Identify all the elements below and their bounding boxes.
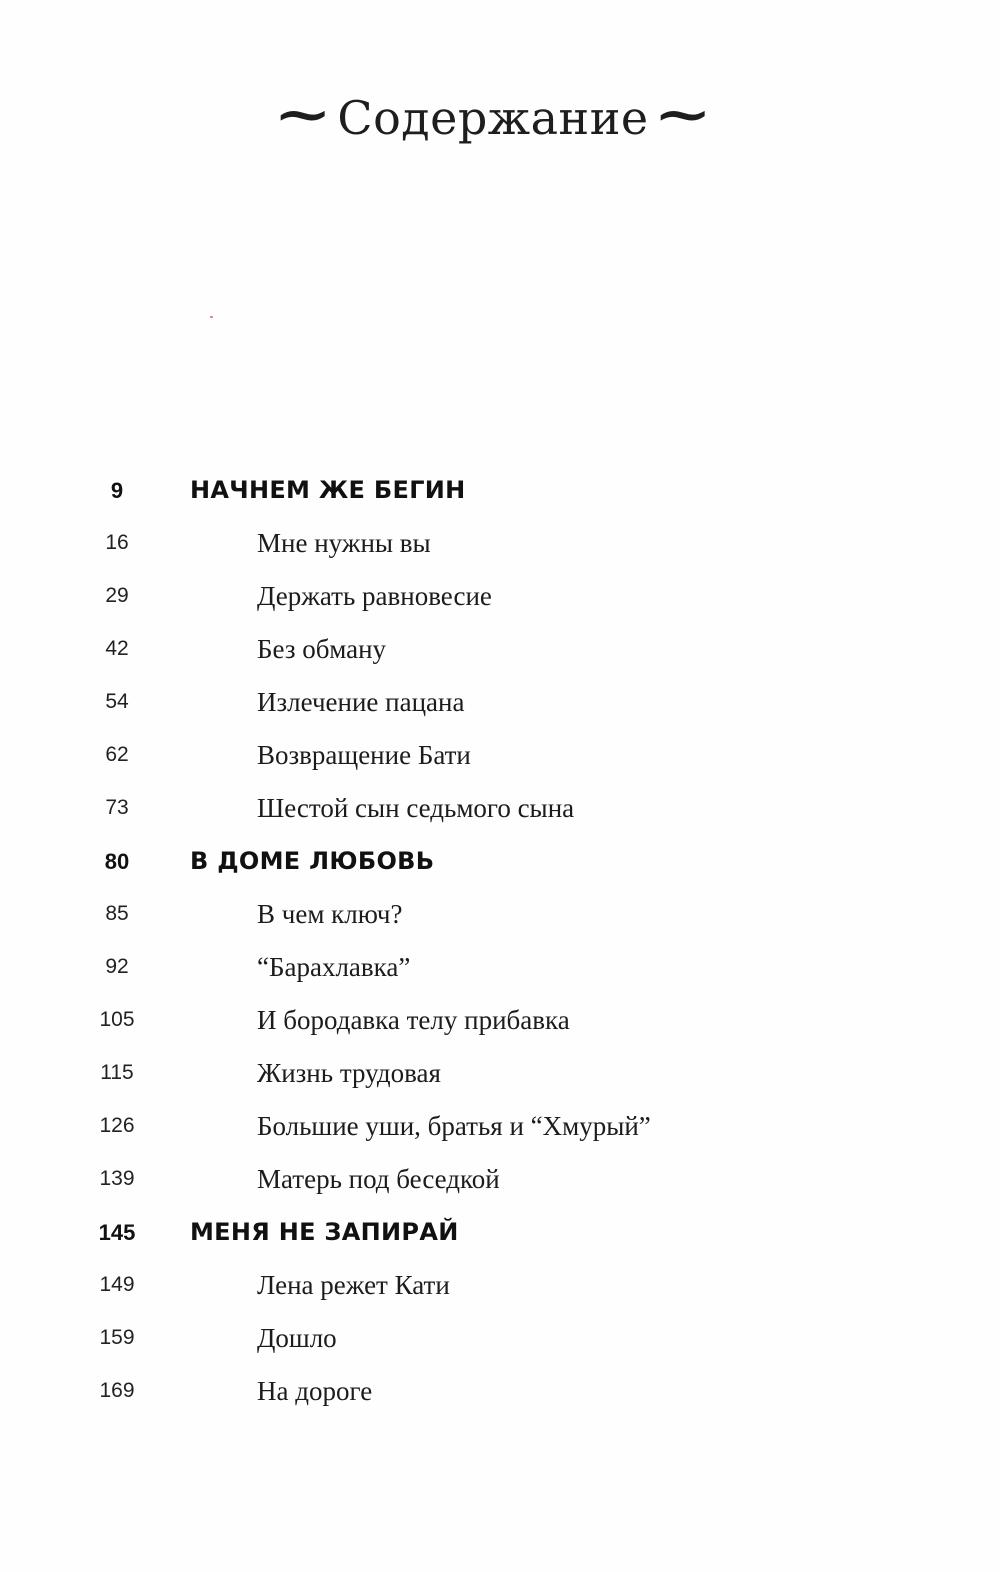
toc-chapter-title: Дошло [257,1323,337,1353]
title-ornament-left: ~ [273,84,334,145]
toc-chapter-title: Матерь под беседкой [257,1164,500,1194]
toc-chapter-title: Шестой сын седьмого сына [257,793,575,823]
toc-page-number: 42 [105,637,129,660]
toc-page-number: 16 [105,531,129,554]
toc-chapter-row[interactable] [0,1371,1000,1424]
toc-chapter-title: Держать равновесие [257,581,492,611]
toc-page-number: 149 [99,1273,135,1296]
toc-part-row[interactable] [0,470,1000,523]
toc-chapter-row[interactable] [0,1265,1000,1318]
toc-chapter-title: И бородавка телу прибавка [257,1005,570,1035]
toc-page-number: 29 [105,584,129,607]
toc-chapter-title: “Барахлавка” [257,952,411,982]
toc-page-number: 92 [105,955,129,978]
toc-chapter-title: Жизнь трудовая [257,1058,441,1088]
toc-page-number: 126 [99,1114,135,1137]
toc-chapter-row[interactable] [0,1318,1000,1371]
toc-chapter-title: Возвращение Бати [257,740,471,770]
toc-part-title: НАЧНЕМ ЖЕ БЕГИН [190,476,466,504]
page-title-text: Содержание [337,91,649,145]
page-title [0,84,986,145]
toc-chapter-row[interactable] [0,1000,1000,1053]
toc-chapter-row[interactable] [0,1053,1000,1106]
title-ornament-right: ~ [652,84,713,145]
toc-page-number: 9 [110,478,124,503]
toc-chapter-title: Лена режет Кати [257,1270,450,1300]
toc-chapter-row[interactable] [0,788,1000,841]
toc-chapter-row[interactable] [0,1106,1000,1159]
toc-part-row[interactable] [0,841,1000,894]
toc-page-number: 139 [99,1167,135,1190]
toc-chapter-title: В чем ключ? [257,899,403,929]
toc-page-number: 145 [98,1220,136,1245]
toc-page-number: 62 [105,743,129,766]
toc-chapter-row[interactable] [0,523,1000,576]
toc-chapter-title: На дороге [257,1376,373,1406]
toc-chapter-row[interactable] [0,947,1000,1000]
table-of-contents [0,470,1000,1424]
toc-chapter-title: Излечение пацана [257,687,465,717]
toc-page-number: 73 [105,796,129,819]
print-speck [210,316,213,318]
toc-page-number: 115 [100,1061,134,1084]
toc-chapter-row[interactable] [0,629,1000,682]
toc-part-title: В ДОМЕ ЛЮБОВЬ [190,847,435,875]
toc-chapter-row[interactable] [0,1159,1000,1212]
toc-chapter-title: Мне нужны вы [257,528,431,558]
toc-page-number: 85 [105,902,129,925]
toc-page-number: 54 [105,690,129,713]
toc-chapter-row[interactable] [0,682,1000,735]
toc-part-title: МЕНЯ НЕ ЗАПИРАЙ [190,1218,459,1246]
toc-chapter-title: Большие уши, братья и “Хмурый” [257,1111,651,1141]
toc-part-row[interactable] [0,1212,1000,1265]
toc-chapter-row[interactable] [0,576,1000,629]
toc-page-number: 159 [99,1326,135,1349]
toc-chapter-row[interactable] [0,894,1000,947]
toc-page-number: 105 [99,1008,135,1031]
toc-chapter-title: Без обману [257,634,387,664]
toc-page-number: 169 [99,1379,135,1402]
toc-page-number: 80 [104,849,130,874]
toc-chapter-row[interactable] [0,735,1000,788]
